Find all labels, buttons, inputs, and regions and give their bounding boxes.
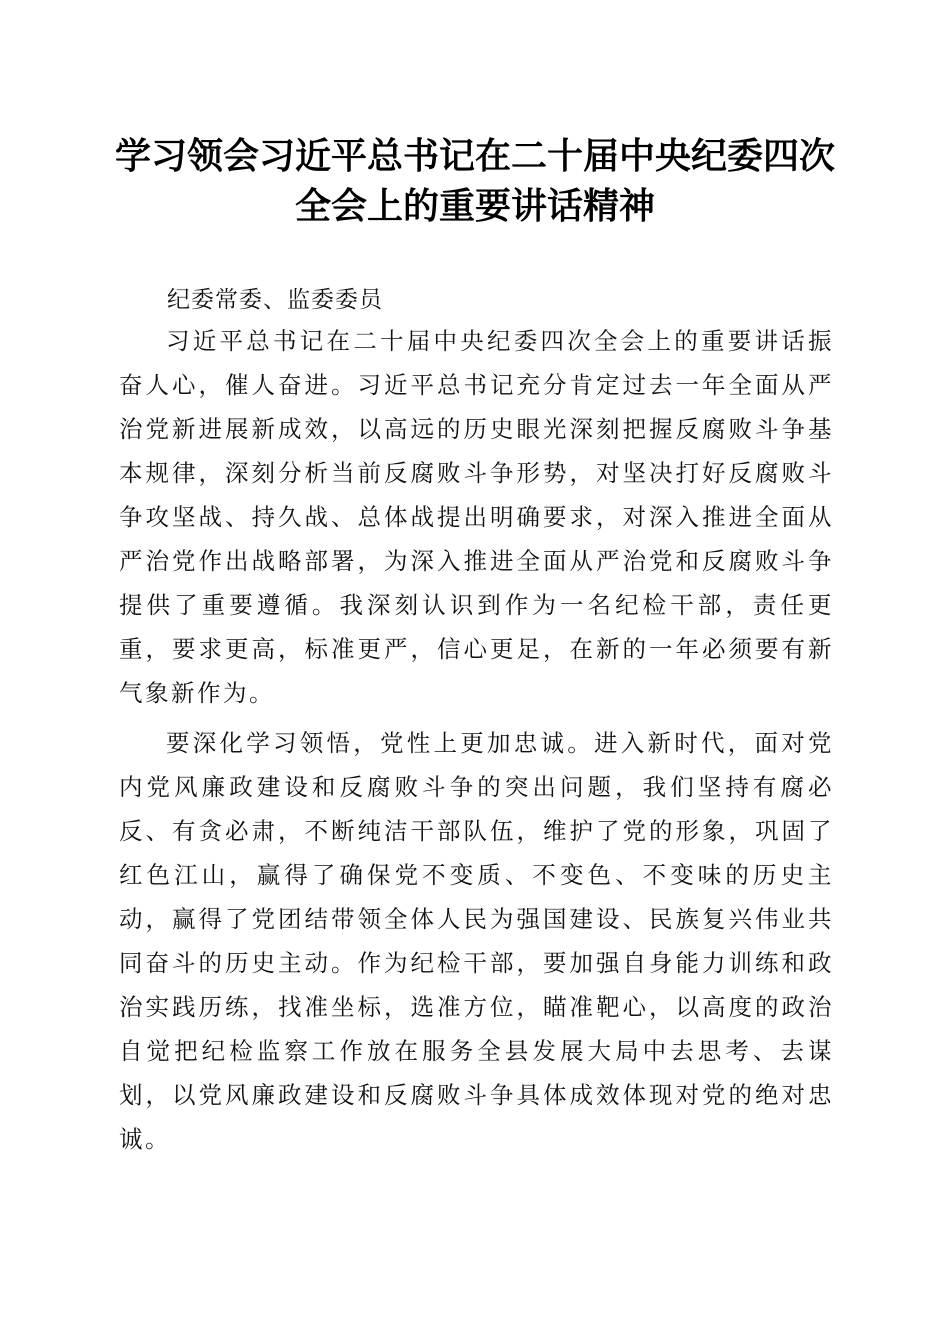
author-line: 纪委常委、监委委员 [167,287,383,313]
body-paragraph-1: 习近平总书记在二十届中央纪委四次全会上的重要讲话振奋人心，催人奋进。习近平总书记充分肯定过去一年全面从严治党新进展新成效，以高远的历史眼光深刻把握反腐败斗争基本规律，深刻分析当前反腐败斗争形势，对坚决打好反腐败斗争攻坚战、持久战、总体战提出明确要求，对深入推进全面从严治党作出战略部署，为深入推进全面从严治党和反腐败斗争提供了重要遵循。我深刻认识到作为一名纪检干部，责任更重，要求更高，标准更严，信心更足，在新的一年必须要有新气象新作为。 [119,327,834,707]
title-line-1: 学习领会习近平总书记在二十届中央纪委四次 [114,136,835,177]
document-title [100,132,850,232]
title-line-2: 全会上的重要讲话精神 [294,186,655,227]
body-paragraph-2: 要深化学习领悟，党性上更加忠诚。进入新时代，面对党内党风廉政建设和反腐败斗争的突出问题，我们坚持有腐必反、有贪必肃，不断纯洁干部队伍，维护了党的形象，巩固了红色江山，赢得了确保党不变质、不变色、不变味的历史主动，赢得了党团结带领全体人民为强国建设、民族复兴伟业共同奋斗的历史主动。作为纪检干部，要加强自身能力训练和政治实践历练，找准坐标，选准方位，瞄准靶心，以高度的政治自觉把纪检监察工作放在服务全县发展大局中去思考、去谋划，以党风廉政建设和反腐败斗争具体成效体现对党的绝对忠诚。 [119,729,834,1153]
